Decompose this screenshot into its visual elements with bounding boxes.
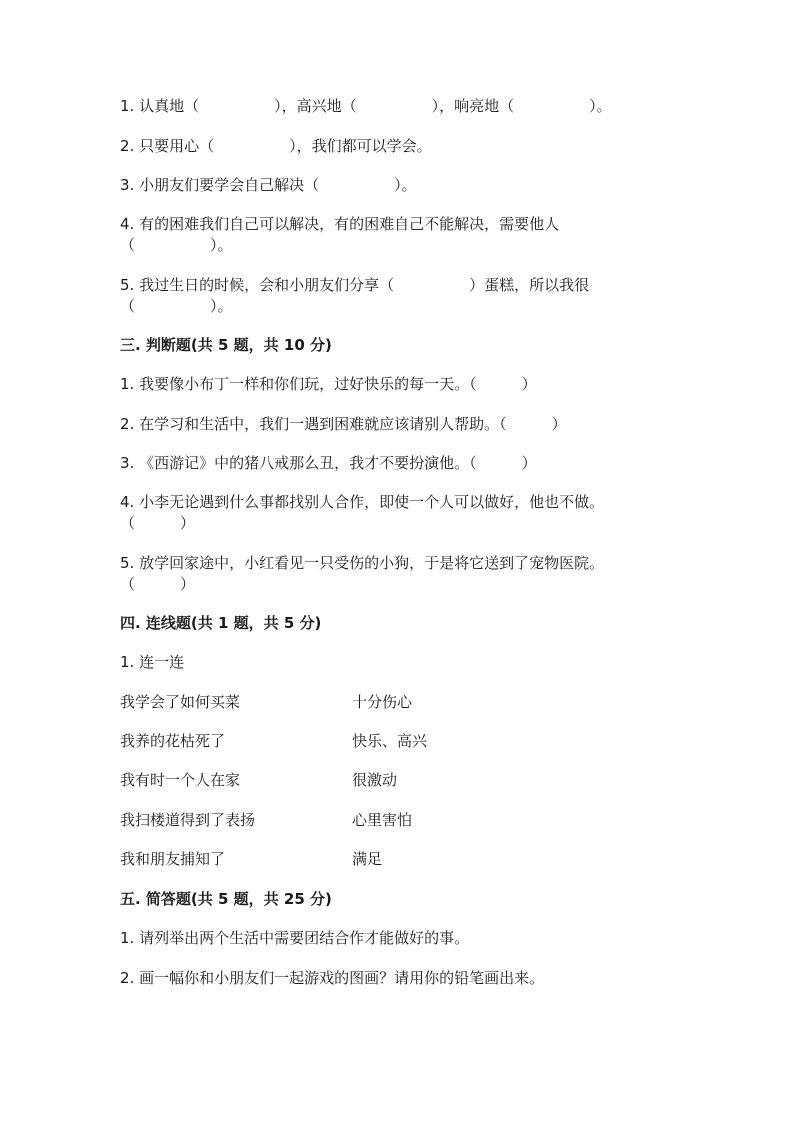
matching-left-5: 我和朋友捕知了 — [120, 850, 226, 868]
fill-blank-5-line2: （ ）。 — [120, 297, 233, 315]
short-answer-1: 1. 请列举出两个生活中需要团结合作才能做好的事。 — [120, 929, 470, 947]
judge-item-5-line2: （ ） — [120, 575, 196, 593]
judge-item-3: 3. 《西游记》中的猪八戒那么丑，我才不要扮演他。（ ） — [120, 454, 537, 472]
matching-left-3: 我有时一个人在家 — [120, 771, 241, 789]
fill-blank-4-line2: （ ）。 — [120, 236, 233, 254]
section-5-title: 五. 简答题(共 5 题，共 25 分) — [120, 890, 332, 908]
matching-question: 1. 连一连 — [120, 653, 185, 671]
judge-item-1: 1. 我要像小布丁一样和你们玩，过好快乐的每一天。（ ） — [120, 375, 537, 393]
matching-left-2: 我养的花枯死了 — [120, 732, 226, 750]
section-4-title: 四. 连线题(共 1 题，共 5 分) — [120, 614, 322, 632]
section-3-title: 三. 判断题(共 5 题，共 10 分) — [120, 336, 332, 354]
matching-left-4: 我扫楼道得到了表扬 — [120, 811, 256, 829]
judge-item-4-line2: （ ） — [120, 514, 196, 532]
matching-right-4: 心里害怕 — [352, 811, 413, 829]
fill-blank-5-line1: 5. 我过生日的时候，会和小朋友们分享（ ）蛋糕，所以我很 — [120, 276, 590, 294]
matching-right-1: 十分伤心 — [352, 693, 413, 711]
fill-blank-1: 1. 认真地（ ），高兴地（ ），响亮地（ ）。 — [120, 97, 612, 115]
matching-left-1: 我学会了如何买菜 — [120, 693, 241, 711]
fill-blank-4-line1: 4. 有的困难我们自己可以解决，有的困难自己不能解决，需要他人 — [120, 215, 560, 233]
fill-blank-3: 3. 小朋友们要学会自己解决（ ）。 — [120, 176, 417, 194]
judge-item-2: 2. 在学习和生活中，我们一遇到困难就应该请别人帮助。（ ） — [120, 415, 567, 433]
matching-right-5: 满足 — [352, 850, 383, 868]
short-answer-2: 2. 画一幅你和小朋友们一起游戏的图画？请用你的铅笔画出来。 — [120, 969, 545, 987]
judge-item-5-line1: 5. 放学回家途中，小红看见一只受伤的小狗，于是将它送到了宠物医院。 — [120, 554, 605, 572]
judge-item-4-line1: 4. 小李无论遇到什么事都找别人合作，即使一个人可以做好，他也不做。 — [120, 493, 605, 511]
fill-blank-2: 2. 只要用心（ ），我们都可以学会。 — [120, 137, 432, 155]
matching-right-3: 很激动 — [352, 771, 398, 789]
matching-right-2: 快乐、高兴 — [352, 732, 428, 750]
